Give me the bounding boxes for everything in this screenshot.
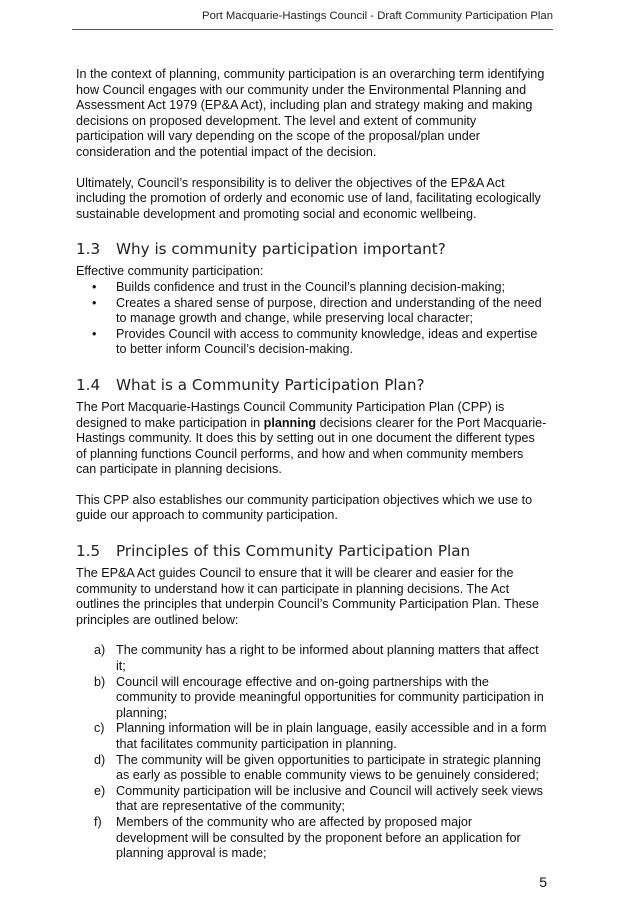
list-marker: f) bbox=[94, 814, 102, 829]
list-marker: c) bbox=[94, 721, 105, 736]
list-item: • Creates a shared sense of purpose, direction and understanding of the need to manage growth and change, while preserving local character; bbox=[92, 295, 542, 326]
list-marker: e) bbox=[94, 783, 106, 798]
section-1-4-paragraph-2: This CPP also establishes our community participation objectives which we use to guide our approach to community participation. bbox=[76, 492, 533, 523]
section-number: 1.4 bbox=[76, 375, 101, 394]
bullet-icon: • bbox=[92, 295, 97, 310]
document-body bbox=[76, 67, 547, 862]
bullet-icon: • bbox=[92, 279, 97, 294]
bullet-list bbox=[76, 280, 547, 358]
page-header bbox=[0, 10, 625, 30]
list-item: d) The community will be given opportunities to participate in strategic planning as early as possible to enable community views to be genuinely considered; bbox=[94, 752, 541, 783]
list-marker: d) bbox=[94, 752, 106, 767]
list-item: a) The community has a right to be informed about planning matters that affect it; bbox=[94, 643, 539, 674]
list-item: c) Planning information will be in plain language, easily accessible and in a form that facilitates community participation in planning. bbox=[94, 721, 547, 751]
section-title: What is a Community Participation Plan? bbox=[116, 375, 425, 394]
list-marker: b) bbox=[94, 674, 106, 689]
bullet-icon: • bbox=[92, 326, 97, 341]
intro-paragraph-2: Ultimately, Council’s responsibility is to deliver the objectives of the EP&A Act including the promotion of orderly and economic use of land, facilitating ecologically sustainable development and promoting social and economic wellbeing. bbox=[76, 175, 541, 221]
section-title: Why is community participation important? bbox=[116, 240, 446, 259]
header-title: Port Macquarie-Hastings Council - Draft Community Participation Plan bbox=[202, 10, 553, 22]
list-marker: a) bbox=[94, 643, 106, 658]
emphasis-planning: planning bbox=[263, 415, 317, 430]
section-heading-1-3 bbox=[76, 240, 547, 258]
section-title: Principles of this Community Participation Plan bbox=[116, 542, 471, 561]
section-1-4-paragraph-1: The Port Macquarie-Hastings Council Community Participation Plan (CPP) is designed to make participation in planning decisions clearer for the Port Macquarie-Hastings community. It does this by setting out in one document the different types of planning functions Council performs, and how and when community members can participate in planning decisions. bbox=[76, 399, 547, 477]
principles-list bbox=[76, 643, 547, 861]
list-item: e) Community participation will be inclusive and Council will actively seek views that are representative of the community; bbox=[94, 783, 543, 814]
intro-paragraph-1: In the context of planning, community participation is an overarching term identifying how Council engages with our community under the Environmental Planning and Assessment Act 1979 (EP&A Act), including plan and strategy making and making decisions on proposed development. The level and extent of community participation will vary depending on the scope of the proposal/plan under consideration and the potential impact of the decision. bbox=[76, 67, 545, 159]
page-number: 5 bbox=[539, 874, 547, 890]
list-item: f) Members of the community who are affected by proposed major development will be consulted by the proponent before an application for planning approval is made; bbox=[94, 814, 521, 861]
section-lead: Effective community participation: bbox=[76, 264, 264, 279]
section-heading-1-5 bbox=[76, 542, 547, 560]
section-number: 1.5 bbox=[76, 542, 101, 561]
section-number: 1.3 bbox=[76, 240, 101, 259]
header-rule bbox=[72, 29, 553, 30]
list-item: • Provides Council with access to community knowledge, ideas and expertise to better inform Council’s decision-making. bbox=[92, 326, 538, 357]
section-heading-1-4 bbox=[76, 376, 547, 394]
section-1-5-paragraph-1: The EP&A Act guides Council to ensure that it will be clearer and easier for the community to understand how it can participate in planning decisions. The Act outlines the principles that underpin Council’s Community Participation Plan. These principles are outlined below: bbox=[76, 566, 539, 627]
list-item: • Builds confidence and trust in the Council’s planning decision-making; bbox=[92, 279, 506, 294]
list-item: b) Council will encourage effective and on-going partnerships with the community to provide meaningful opportunities for community participation in planning; bbox=[94, 674, 544, 720]
